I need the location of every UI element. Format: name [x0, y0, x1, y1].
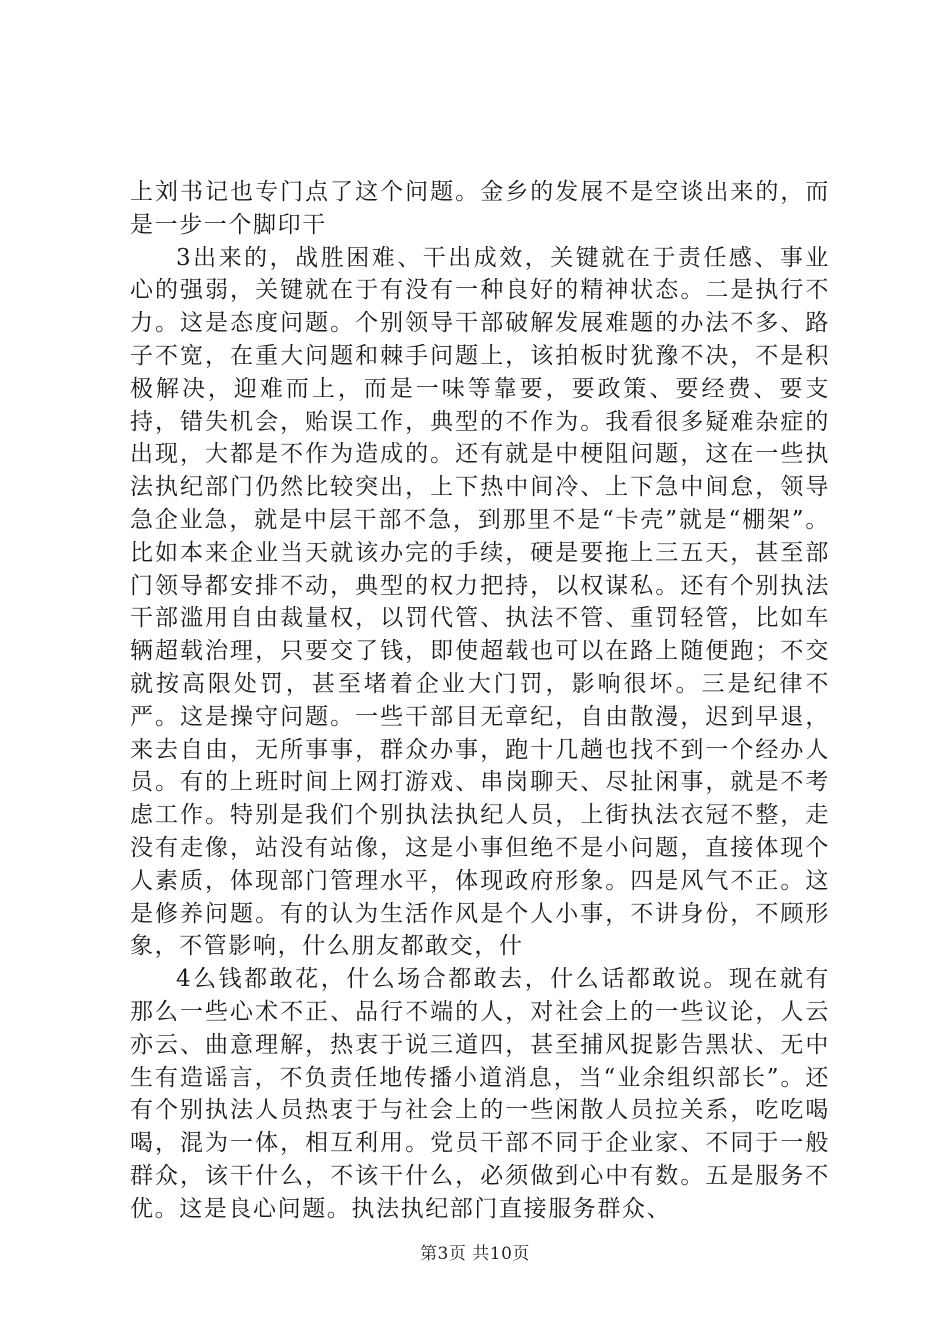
- paragraph-3: 4么钱都敢花，什么场合都敢去，什么话都敢说。现在就有那么一些心术不正、品行不端的人，对社会上的一些议论，人云亦云、曲意理解，热衷于说三道四，甚至捕风捉影告黑状、无中生有造谣言，不负责任地传播小道消息，当“业余组织部长”。还有个别执法人员热衷于与社会上的一些闲散人员拉关系，吃吃喝喝，混为一体，相互利用。党员干部不同于企业家、不同于一般群众，该干什么，不该干什么，必须做到心中有数。五是服务不优。这是良心问题。执法执纪部门直接服务群众、: [130, 966, 830, 1222]
- paragraph-2: 3出来的，战胜困难、干出成效，关键就在于责任感、事业心的强弱，关键就在于有没有一种良好的精神状态。二是执行不力。这是态度问题。个别领导干部破解发展难题的办法不多、路子不宽，在重大问题和棘手问题上，该拍板时犹豫不决，不是积极解决，迎难而上，而是一味等靠要，要政策、要经费、要支持，错失机会，贻误工作，典型的不作为。我看很多疑难杂症的出现，大都是不作为造成的。还有就是中梗阻问题，这在一些执法执纪部门仍然比较突出，上下热中间冷、上下急中间怠，领导急企业急，就是中层干部不急，到那里不是“卡壳”就是“棚架”。比如本来企业当天就该办完的手续，硬是要拖上三五天，甚至部门领导都安排不动，典型的权力把持，以权谋私。还有个别执法干部滥用自由裁量权，以罚代管、执法不管、重罚轻管，比如车辆超载治理，只要交了钱，即使超载也可以在路上随便跑；不交就按高限处罚，甚至堵着企业大门罚，影响很坏。三是纪律不严。这是操守问题。一些干部目无章纪，自由散漫，迟到早退，来去自由，无所事事，群众办事，跑十几趟也找不到一个经办人员。有的上班时间上网打游戏、串岗聊天、尽扯闲事，就是不考虑工作。特别是我们个别执法执纪人员，上街执法衣冠不整，走没有走像，站没有站像，这是小事但绝不是小问题，直接体现个人素质，体现部门管理水平，体现政府形象。四是风气不正。这是修养问题。有的认为生活作风是个人小事，不讲身份，不顾形象，不管影响，什么朋友都敢交，什: [130, 244, 830, 960]
- page-footer: 第3页 共10页: [420, 1244, 530, 1264]
- paragraph-1: 上刘书记也专门点了这个问题。金乡的发展不是空谈出来的，而是一步一个脚印干: [130, 179, 830, 238]
- document-body: [130, 176, 830, 1226]
